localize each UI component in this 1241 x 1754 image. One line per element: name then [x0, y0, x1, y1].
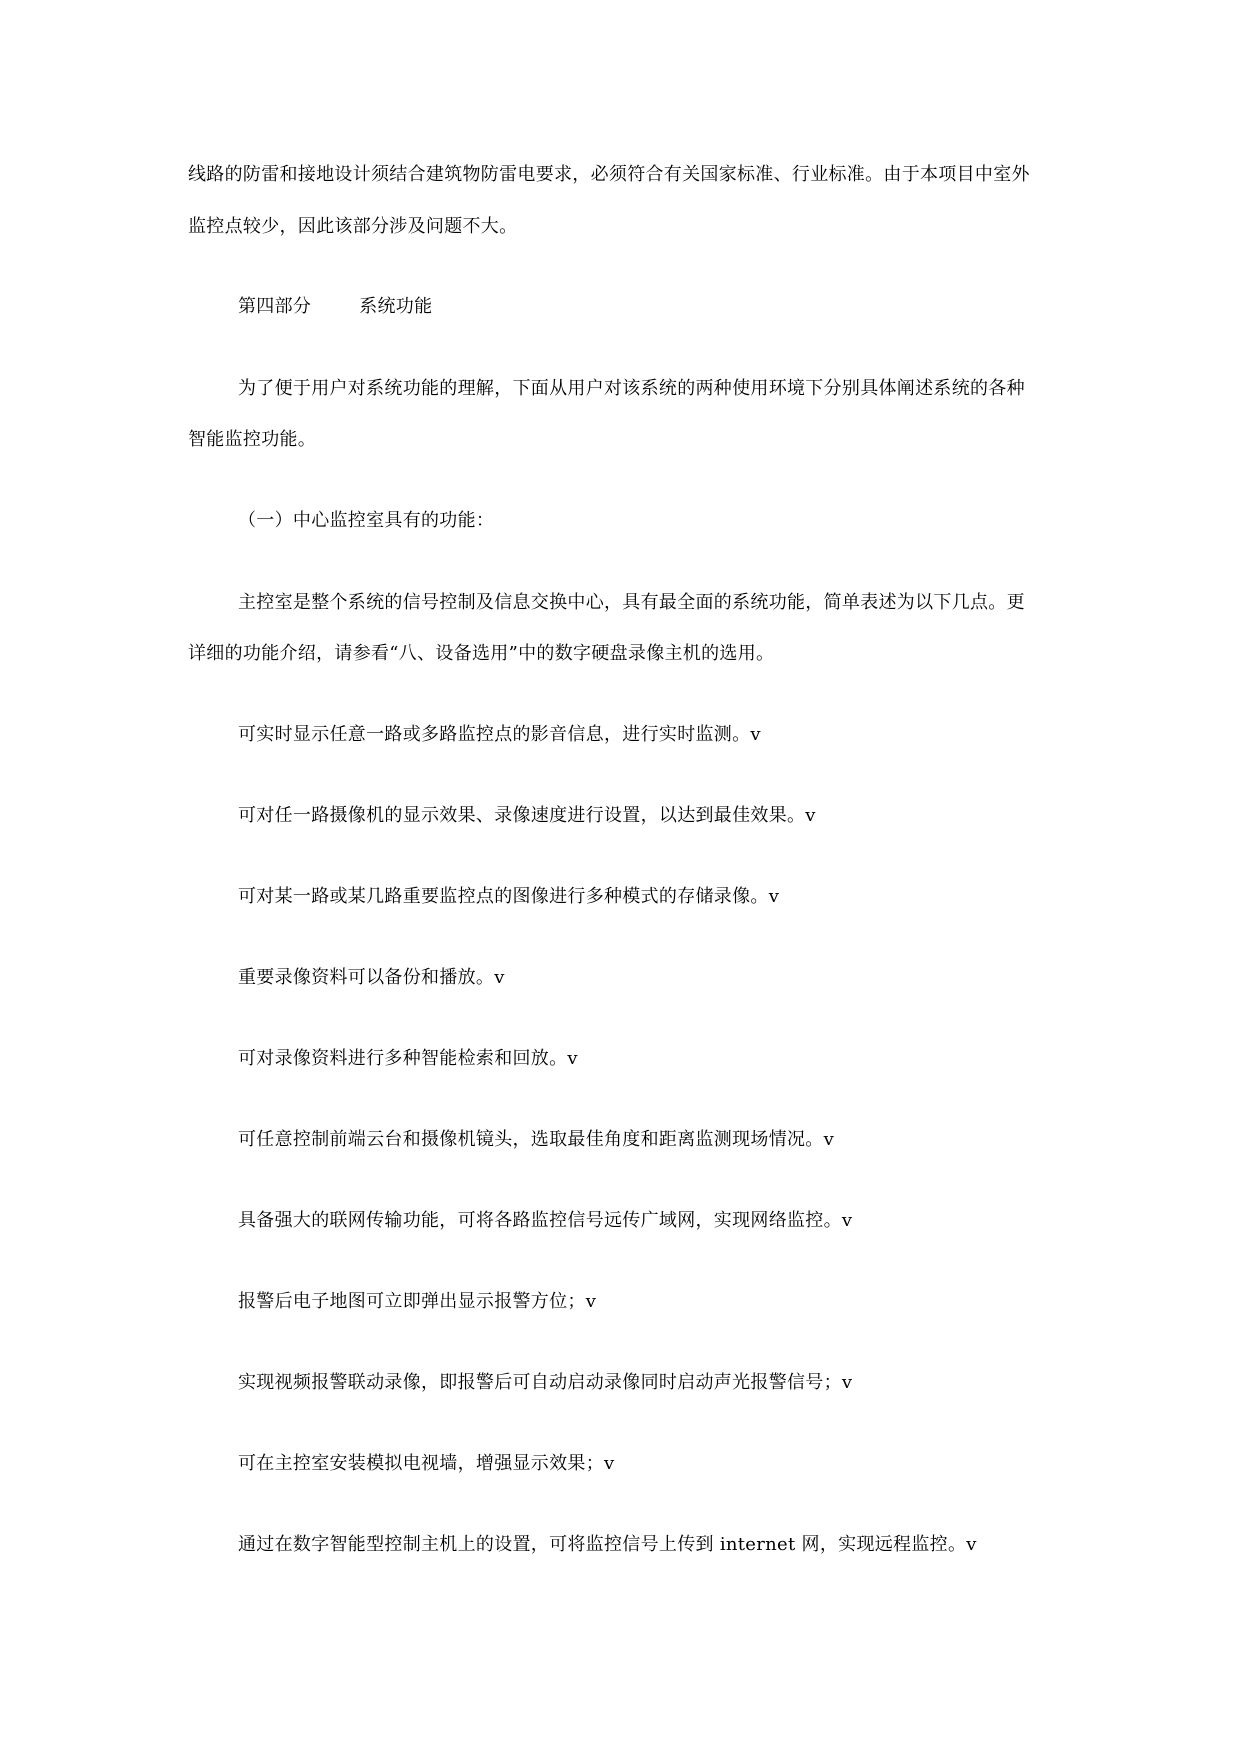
intro-paragraph-line-1: 线路的防雷和接地设计须结合建筑物防雷电要求，必须符合有关国家标准、行业标准。由于本项目中室外 — [188, 164, 1030, 185]
subsection-intro-line-1: 主控室是整个系统的信号控制及信息交换中心，具有最全面的系统功能，简单表述为以下几点。更 — [238, 592, 1025, 613]
feature-item: 重要录像资料可以备份和播放。v — [238, 967, 505, 988]
subsection-heading: （一）中心监控室具有的功能： — [238, 510, 495, 531]
feature-item: 可对任一路摄像机的显示效果、录像速度进行设置，以达到最佳效果。v — [238, 805, 816, 826]
section-heading — [238, 296, 1118, 318]
section-title: 系统功能 — [359, 296, 433, 317]
feature-item: 报警后电子地图可立即弹出显示报警方位；v — [238, 1291, 597, 1312]
feature-item: 实现视频报警联动录像，即报警后可自动启动录像同时启动声光报警信号；v — [238, 1372, 853, 1393]
feature-item: 可实时显示任意一路或多路监控点的影音信息，进行实时监测。v — [238, 724, 761, 745]
feature-item: 通过在数字智能型控制主机上的设置，可将监控信号上传到 internet 网，实现远程监控。v — [238, 1534, 977, 1555]
feature-item: 可对录像资料进行多种智能检索和回放。v — [238, 1048, 578, 1069]
feature-item: 可对某一路或某几路重要监控点的图像进行多种模式的存储录像。v — [238, 886, 780, 907]
section-part-label: 第四部分 — [238, 296, 312, 317]
feature-item: 可任意控制前端云台和摄像机镜头，选取最佳角度和距离监测现场情况。v — [238, 1129, 835, 1150]
feature-item: 可在主控室安装模拟电视墙，增强显示效果；v — [238, 1453, 615, 1474]
subsection-intro-line-2: 详细的功能介绍，请参看“八、设备选用”中的数字硬盘录像主机的选用。 — [188, 643, 775, 664]
section-intro-line-2: 智能监控功能。 — [188, 429, 317, 450]
feature-item: 具备强大的联网传输功能，可将各路监控信号远传广域网，实现网络监控。v — [238, 1210, 853, 1231]
section-intro-line-1: 为了便于用户对系统功能的理解，下面从用户对该系统的两种使用环境下分别具体阐述系统的各种 — [238, 378, 1025, 399]
intro-paragraph-line-2: 监控点较少，因此该部分涉及问题不大。 — [188, 216, 518, 237]
